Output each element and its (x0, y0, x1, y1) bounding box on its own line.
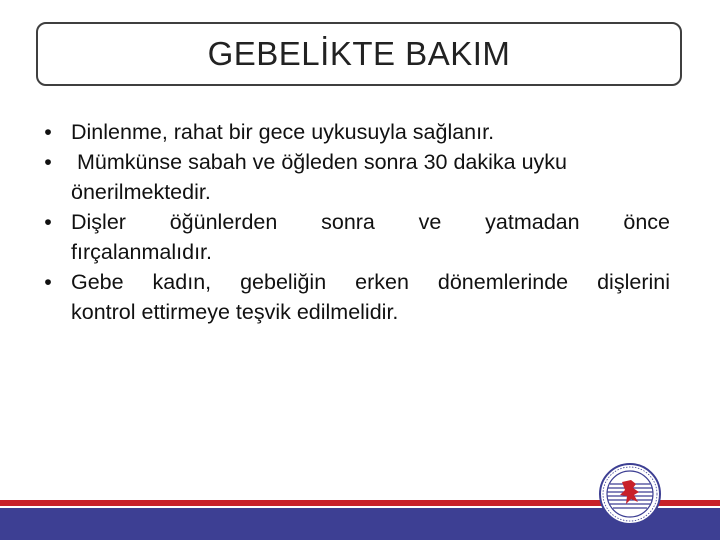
university-seal-icon (598, 462, 662, 526)
title-box (36, 22, 682, 86)
bullet-text-line: Dinlenme, rahat bir gece uykusuyla sağlanır. (71, 120, 495, 144)
bullet-list (38, 117, 670, 327)
bullet-item (38, 147, 670, 207)
bullet-text-line: Mümkünse sabah ve öğleden sonra 30 dakika uyku (71, 150, 568, 174)
bullet-item (38, 117, 670, 147)
bullet-text-line: Dişler öğünlerden sonra ve yatmadan önce (71, 210, 670, 234)
bullet-marker: • (44, 120, 52, 144)
slide-content (38, 117, 670, 327)
bullet-text-line: önerilmektedir. (71, 180, 211, 204)
bullet-text-line: Gebe kadın, gebeliğin erken dönemlerinde dişlerini (71, 270, 670, 294)
bullet-item (38, 267, 670, 327)
bullet-marker: • (44, 210, 52, 234)
slide-title: GEBELİKTE BAKIM (207, 35, 511, 72)
bullet-text-line: kontrol ettirmeye teşvik edilmelidir. (71, 300, 399, 324)
bullet-item (38, 207, 670, 267)
bullet-marker: • (44, 270, 52, 294)
bullet-text-line: fırçalanmalıdır. (71, 240, 212, 264)
bullet-marker: • (44, 150, 52, 174)
